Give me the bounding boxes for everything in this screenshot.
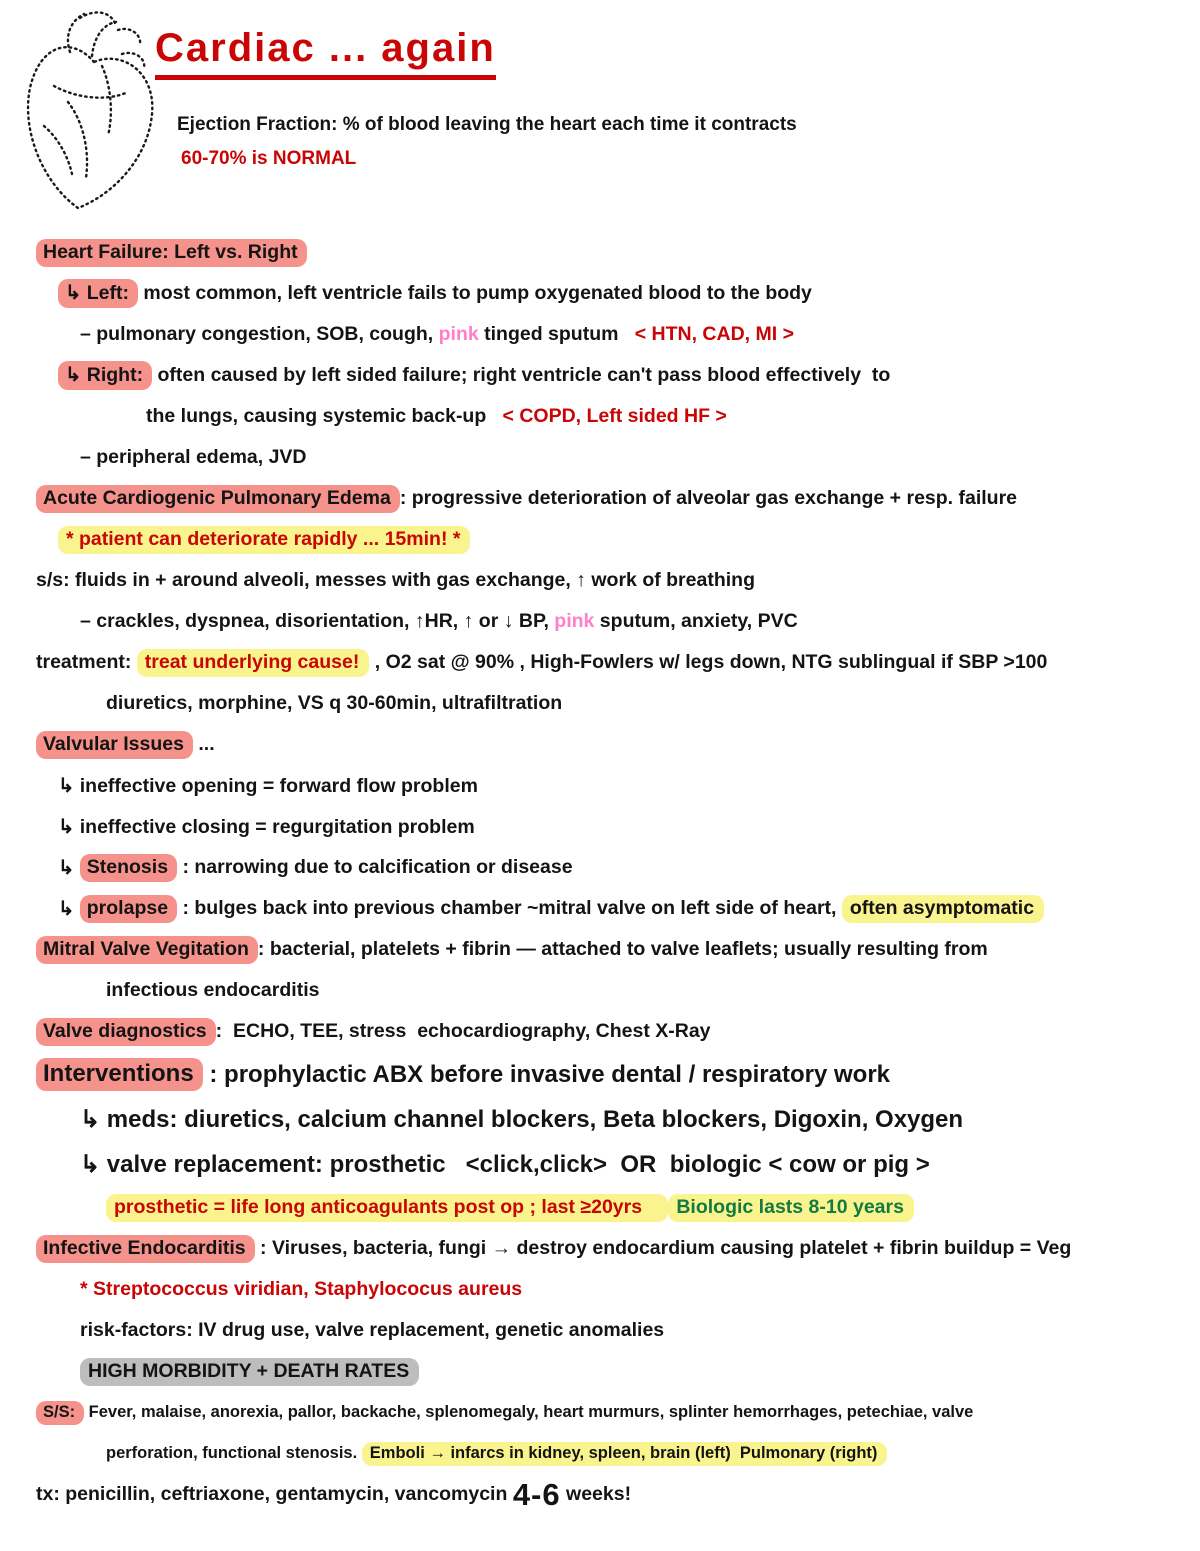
note-segment: HIGH MORBIDITY + DEATH RATES — [80, 1358, 419, 1386]
note-line — [36, 601, 1186, 642]
note-line — [36, 1392, 1186, 1433]
note-line — [36, 683, 1186, 724]
note-line — [36, 806, 1186, 847]
note-line — [36, 560, 1186, 601]
note-line — [36, 273, 1186, 314]
handwritten-notes-body — [0, 228, 1200, 1515]
note-line — [36, 1097, 1186, 1142]
note-segment: Valve diagnostics — [36, 1018, 216, 1046]
note-segment: tinged sputum — [478, 323, 635, 345]
note-segment: ↳ — [58, 897, 80, 920]
note-segment: risk-factors: IV drug use, valve replacement, genetic anomalies — [80, 1319, 665, 1341]
note-segment: often caused by left sided failure; right ventricle can't pass blood effectively to — [152, 364, 891, 386]
note-segment: Biologic lasts 8-10 years — [668, 1194, 914, 1222]
note-segment: tx: penicillin, ceftriaxone, gentamycin, vancomycin — [36, 1483, 513, 1505]
note-segment: diuretics, morphine, VS q 30-60min, ultrafiltration — [106, 692, 563, 714]
note-segment: : progressive deterioration of alveolar gas exchange + resp. failure — [399, 487, 1018, 509]
page-header — [0, 0, 1200, 228]
note-line — [36, 888, 1186, 929]
note-segment: often asymptomatic — [842, 895, 1044, 923]
note-segment: most common, left ventricle fails to pump oxygenated blood to the body — [138, 282, 812, 304]
note-segment: sputum, anxiety, PVC — [594, 610, 798, 632]
note-segment: Stenosis — [80, 854, 177, 882]
note-segment: treatment: — [36, 651, 137, 673]
note-segment: < HTN, CAD, MI > — [634, 323, 794, 345]
note-segment: Interventions — [36, 1058, 203, 1091]
note-segment: ↳ — [58, 856, 80, 879]
note-line — [36, 437, 1186, 478]
note-segment: : narrowing due to calcification or disease — [177, 856, 573, 878]
note-segment: perforation, functional stenosis. — [106, 1444, 362, 1462]
note-line — [36, 519, 1186, 560]
note-line — [36, 478, 1186, 519]
note-segment: ↳ ineffective closing = regurgitation problem — [58, 815, 475, 838]
note-line — [36, 396, 1186, 437]
note-line — [36, 1187, 1186, 1228]
note-line — [36, 765, 1186, 806]
note-segment: the lungs, causing systemic back-up — [146, 405, 503, 427]
note-line — [36, 232, 1186, 273]
note-segment: Infective Endocarditis — [36, 1235, 255, 1263]
note-segment: prolapse — [80, 895, 177, 923]
note-segment: Acute Cardiogenic Pulmonary Edema — [36, 485, 400, 513]
note-segment: , O2 sat @ 90% , High-Fowlers w/ legs down, NTG sublingual if SBP >100 — [369, 651, 1048, 673]
note-segment: treat underlying cause! — [137, 649, 370, 677]
note-segment: * patient can deteriorate rapidly ... 15min! * — [58, 526, 470, 554]
note-line — [36, 1310, 1186, 1351]
note-segment: : ECHO, TEE, stress echocardiography, Chest X-Ray — [215, 1020, 711, 1042]
note-segment: < COPD, Left sided HF > — [502, 405, 727, 427]
note-line — [36, 1474, 1186, 1515]
note-segment: s/s: fluids in + around alveoli, messes with gas exchange, ↑ work of breathing — [36, 569, 755, 591]
note-line — [36, 642, 1186, 683]
note-segment: * Streptococcus viridian, Staphylococus aureus — [80, 1278, 523, 1300]
note-line — [36, 724, 1186, 765]
note-line — [36, 1269, 1186, 1310]
note-segment: pink — [438, 323, 479, 345]
ejection-fraction-note: Ejection Fraction: % of blood leaving the heart each time it contracts — [177, 114, 797, 135]
page-title: Cardiac ... again — [155, 26, 496, 80]
note-segment: : bacterial, platelets + fibrin — attached to valve leaflets; usually resulting from — [257, 938, 988, 960]
note-line — [36, 1011, 1186, 1052]
note-line — [36, 929, 1186, 970]
note-segment: prosthetic = life long anticoagulants post op ; last ≥20yrs — [106, 1194, 668, 1222]
note-line — [36, 1052, 1186, 1097]
note-segment: ↳ ineffective opening = forward flow problem — [58, 774, 478, 797]
note-segment: Fever, malaise, anorexia, pallor, backache, splenomegaly, heart murmurs, splinter hemorrhages, petechiae, valve — [84, 1403, 974, 1421]
note-segment: Emboli → infarcs in kidney, spleen, brain (left) Pulmonary (right) — [362, 1442, 888, 1466]
note-line — [36, 1351, 1186, 1392]
note-segment: ↳ meds: diuretics, calcium channel blockers, Beta blockers, Digoxin, Oxygen — [80, 1106, 964, 1133]
ejection-fraction-normal-range: 60-70% is NORMAL — [181, 148, 357, 169]
note-segment: : bulges back into previous chamber ~mitral valve on left side of heart, — [177, 897, 842, 919]
note-segment: ... — [192, 733, 215, 755]
note-segment: Valvular Issues — [36, 731, 193, 759]
note-line — [36, 355, 1186, 396]
note-segment: infectious endocarditis — [106, 979, 320, 1001]
note-segment: – pulmonary congestion, SOB, cough, — [80, 323, 439, 345]
note-segment: pink — [554, 610, 595, 632]
note-line — [36, 970, 1186, 1011]
heart-sketch-illustration — [10, 6, 182, 218]
note-line — [36, 847, 1186, 888]
note-segment: weeks! — [560, 1483, 632, 1505]
note-segment: ↳ valve replacement: prosthetic <click,click> OR biologic < cow or pig > — [80, 1151, 930, 1178]
note-segment: S/S: — [36, 1401, 84, 1425]
note-segment: 4-6 — [512, 1476, 561, 1512]
note-segment: ↳ Left: — [58, 279, 138, 308]
note-segment: Mitral Valve Vegitation — [36, 936, 258, 964]
note-segment: : Viruses, bacteria, fungi → destroy endocardium causing platelet + fibrin buildup = Veg — [254, 1237, 1072, 1259]
note-line — [36, 1142, 1186, 1187]
note-segment: Heart Failure: Left vs. Right — [36, 239, 307, 267]
note-line — [36, 314, 1186, 355]
note-line — [36, 1433, 1186, 1474]
note-segment: – crackles, dyspnea, disorientation, ↑HR, ↑ or ↓ BP, — [80, 610, 555, 632]
note-line — [36, 1228, 1186, 1269]
note-segment: ↳ Right: — [58, 361, 152, 390]
note-segment: : prophylactic ABX before invasive dental / respiratory work — [202, 1060, 891, 1088]
note-segment: – peripheral edema, JVD — [80, 446, 307, 468]
